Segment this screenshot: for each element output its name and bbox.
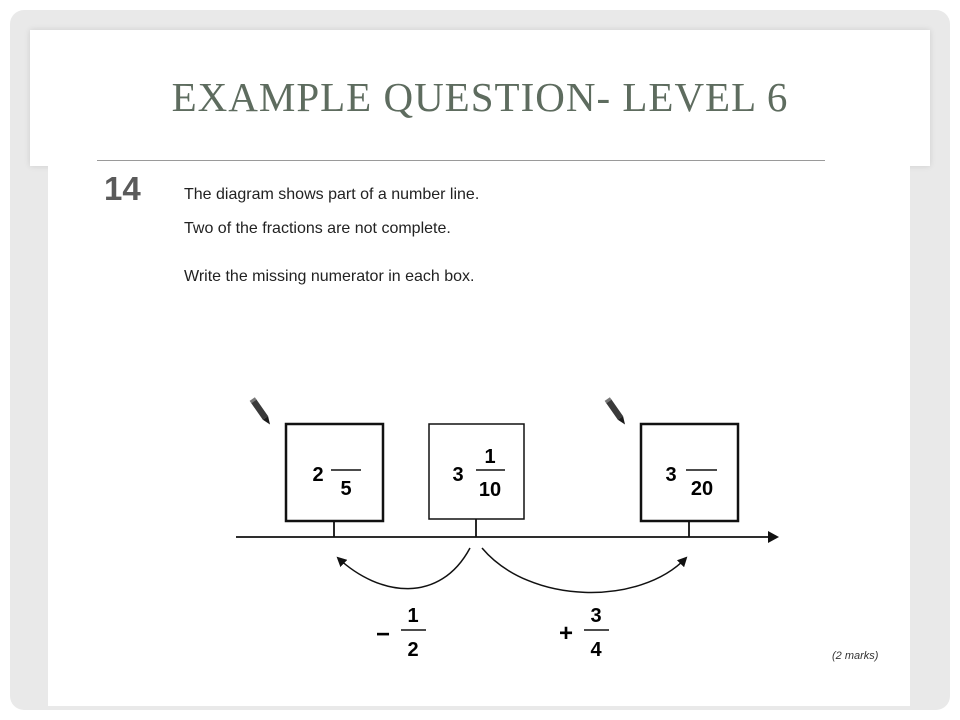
jump-numerator: 3	[590, 605, 602, 627]
number-line-arrowhead	[768, 531, 779, 543]
numerator: 1	[484, 446, 496, 468]
denominator: 10	[478, 479, 502, 501]
pencil-icon	[250, 397, 273, 426]
question-line-1: The diagram shows part of a number line.	[184, 186, 480, 203]
fraction-box-1[interactable]	[286, 424, 383, 521]
jump-arrow-left	[338, 548, 470, 589]
question-number: 14	[104, 170, 141, 207]
fraction-box-3[interactable]	[641, 424, 738, 521]
jump-label-minus-half	[376, 605, 426, 661]
denominator: 20	[690, 478, 714, 500]
pencil-icon	[605, 397, 628, 426]
marks-label: (2 marks)	[832, 650, 879, 662]
denominator: 5	[340, 478, 352, 500]
slide-title: EXAMPLE QUESTION- LEVEL 6	[171, 74, 789, 120]
jump-arrow-right	[482, 548, 686, 592]
question-line-3: Write the missing numerator in each box.	[184, 268, 475, 285]
jump-sign: +	[558, 620, 574, 647]
fraction-box-2	[429, 424, 524, 519]
jump-sign: −	[375, 621, 391, 648]
jump-denominator: 2	[407, 639, 419, 661]
whole-number: 3	[665, 464, 677, 486]
whole-number: 3	[452, 464, 464, 486]
jump-label-plus-three-quarters	[559, 605, 609, 661]
jump-numerator: 1	[407, 605, 419, 627]
question-line-2: Two of the fractions are not complete.	[184, 220, 451, 237]
whole-number: 2	[312, 464, 324, 486]
jump-denominator: 4	[590, 639, 602, 661]
